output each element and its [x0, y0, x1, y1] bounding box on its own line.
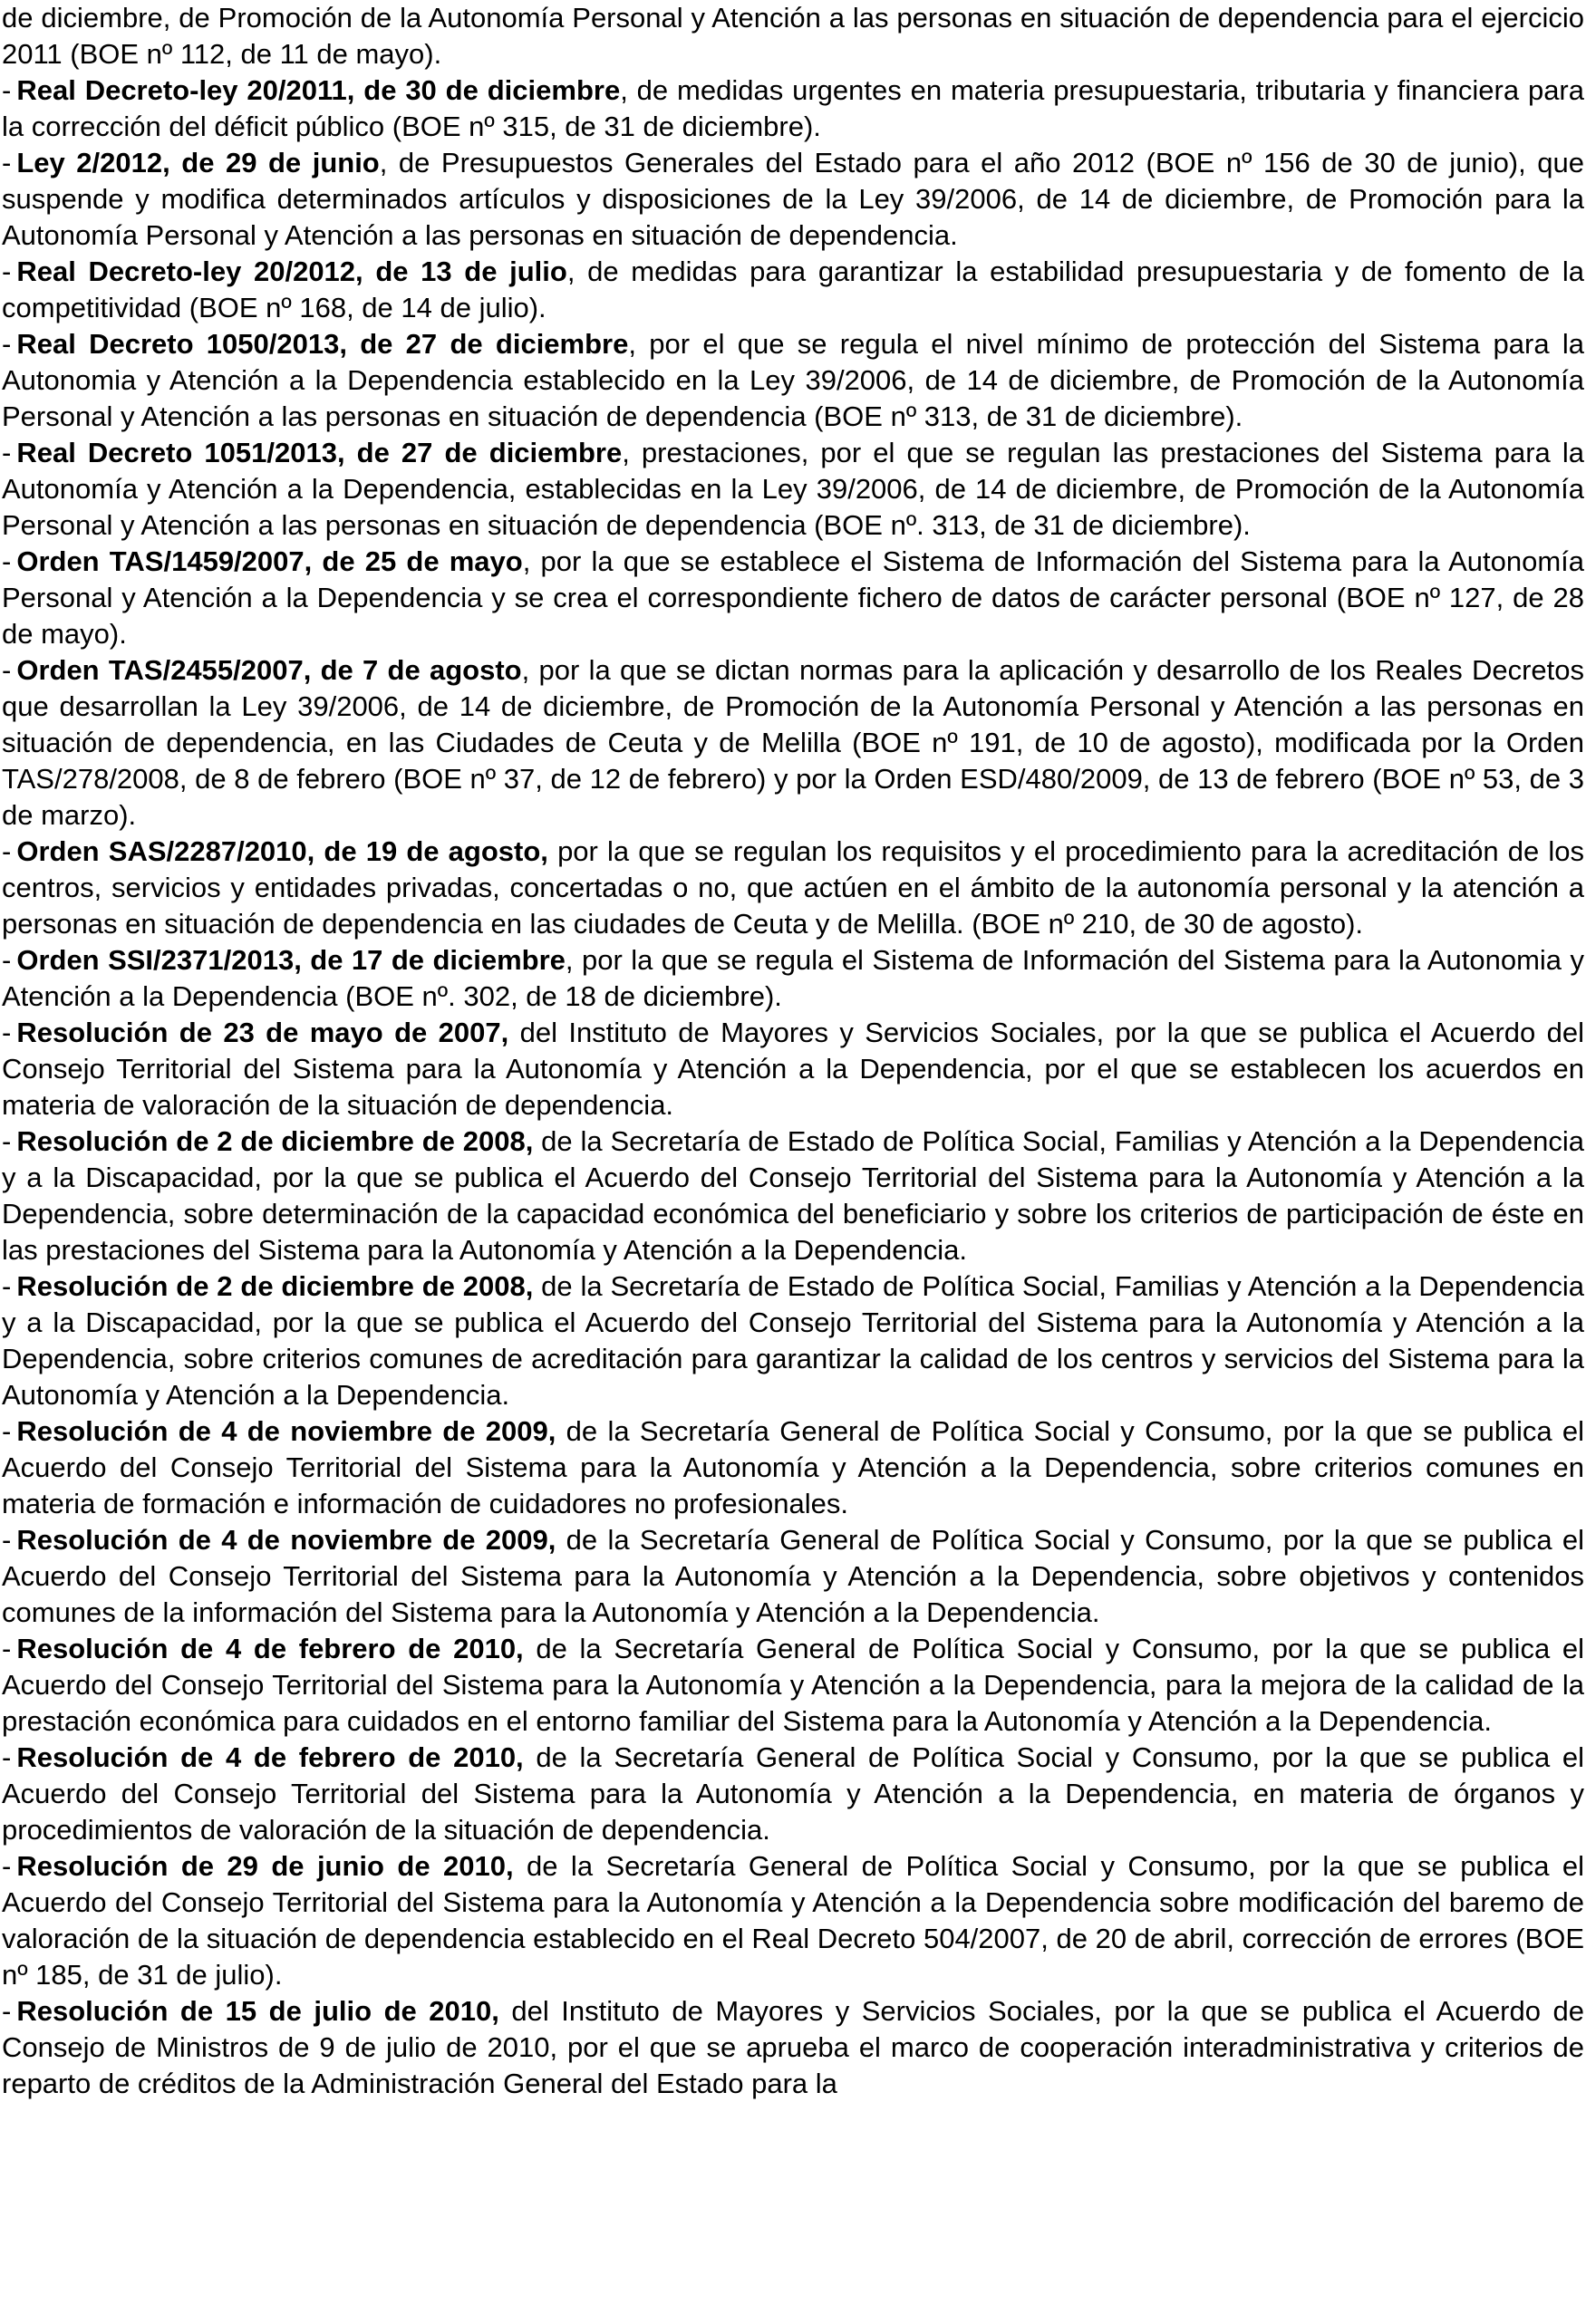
list-item	[2, 544, 1584, 652]
list-dash: -	[2, 1850, 12, 1882]
list-dash: -	[2, 835, 12, 867]
list-item	[2, 435, 1584, 544]
list-item	[2, 834, 1584, 942]
list-item	[2, 72, 1584, 145]
list-item	[2, 1268, 1584, 1413]
paragraph-text: , por la que se dictan normas para la aplicación y desarrollo de los Reales Decretos que desarrollan la Ley 39/2006, de 14 de diciembre, de Promoción de la Autonomía Personal y Atención a las personas en situación de dependencia, en las Ciudades de Ceuta y de Melilla (BOE nº 191, de 10 de agosto), modificada por la Orden TAS/278/2008, de 8 de febrero (BOE nº 37, de 12 de febrero) y por la Orden ESD/480/2009, de 13 de febrero (BOE nº 53, de 3 de marzo).	[2, 654, 1585, 831]
paragraph-text: , prestaciones, por el que se regulan las prestaciones del Sistema para la Autonomía y Atención a la Dependencia, establecidas en la Ley 39/2006, de 14 de diciembre, de Promoción de la Autonomía Personal y Atención a las personas en situación de dependencia (BOE nº. 313, de 31 de diciembre).	[2, 437, 1585, 541]
list-dash: -	[2, 1995, 12, 2027]
list-dash: -	[2, 1270, 12, 1302]
paragraph-heading: Orden TAS/1459/2007, de 25 de mayo	[16, 545, 523, 577]
list-dash: -	[2, 74, 12, 106]
list-item	[2, 1631, 1584, 1740]
list-dash: -	[2, 1633, 12, 1664]
paragraph-continuation	[2, 0, 1584, 72]
list-dash: -	[2, 437, 12, 468]
paragraph-text: de la Secretaría General de Política Social y Consumo, por la que se publica el Acuerdo del Consejo Territorial del Sistema para la Autonomía y Atención a la Dependencia, sobre criterios comunes en materia de formación e información de cuidadores no profesionales.	[2, 1415, 1585, 1519]
paragraph-heading: Resolución de 4 de noviembre de 2009,	[16, 1524, 556, 1556]
paragraph-text: de la Secretaría de Estado de Política Social, Familias y Atención a la Dependencia y a la Discapacidad, por la que se publica el Acuerdo del Consejo Territorial del Sistema para la Autonomía y Atención a la Dependencia, sobre determinación de la capacidad económica del beneficiario y sobre los criterios de participación de éste en las prestaciones del Sistema para la Autonomía y Atención a la Dependencia.	[2, 1125, 1584, 1266]
list-dash: -	[2, 654, 12, 686]
paragraph-text: de diciembre, de Promoción de la Autonomía Personal y Atención a las personas en situación de dependencia para el ejercicio 2011 (BOE nº 112, de 11 de mayo).	[2, 2, 1584, 70]
paragraph-text: por la que se regulan los requisitos y el procedimiento para la acreditación de los centros, servicios y entidades privadas, concertadas o no, que actúen en el ámbito de la autonomía personal y la atención a personas en situación de dependencia en las ciudades de Ceuta y de Melilla. (BOE nº 210, de 30 de agosto).	[2, 835, 1585, 940]
list-dash: -	[2, 147, 12, 178]
list-dash: -	[2, 1741, 12, 1773]
list-item	[2, 942, 1584, 1015]
paragraph-text: de la Secretaría General de Política Social y Consumo, por la que se publica el Acuerdo del Consejo Territorial del Sistema para la Autonomía y Atención a la Dependencia, sobre objetivos y contenidos comunes de la información del Sistema para la Autonomía y Atención a la Dependencia.	[2, 1524, 1585, 1628]
paragraph-heading: Real Decreto 1050/2013, de 27 de diciembre	[16, 328, 629, 360]
list-item	[2, 1522, 1584, 1631]
list-dash: -	[2, 1524, 12, 1556]
list-item	[2, 1740, 1584, 1848]
paragraph-text: de la Secretaría de Estado de Política Social, Familias y Atención a la Dependencia y a la Discapacidad, por la que se publica el Acuerdo del Consejo Territorial del Sistema para la Autonomía y Atención a la Dependencia, sobre criterios comunes de acreditación para garantizar la calidad de los centros y servicios del Sistema para la Autonomía y Atención a la Dependencia.	[2, 1270, 1584, 1411]
paragraph-text: , de medidas para garantizar la estabilidad presupuestaria y de fomento de la competitividad (BOE nº 168, de 14 de julio).	[2, 256, 1584, 323]
paragraph-text: , por el que se regula el nivel mínimo de protección del Sistema para la Autonomia y Atención a la Dependencia establecido en la Ley 39/2006, de 14 de diciembre, de Promoción de la Autonomía Personal y Atención a las personas en situación de dependencia (BOE nº 313, de 31 de diciembre).	[2, 328, 1584, 432]
paragraph-heading: Orden SSI/2371/2013, de 17 de diciembre	[16, 944, 566, 976]
list-dash: -	[2, 944, 12, 976]
paragraph-heading: Resolución de 15 de julio de 2010,	[16, 1995, 499, 2027]
list-dash: -	[2, 1125, 12, 1157]
paragraph-heading: Real Decreto-ley 20/2011, de 30 de diciembre	[16, 74, 621, 106]
paragraph-text: del Instituto de Mayores y Servicios Sociales, por la que se publica el Acuerdo de Consejo de Ministros de 9 de julio de 2010, por el que se aprueba el marco de cooperación interadministrativa y criterios de reparto de créditos de la Administración General del Estado para la	[2, 1995, 1584, 2099]
paragraph-heading: Resolución de 23 de mayo de 2007,	[16, 1017, 509, 1048]
list-dash: -	[2, 1017, 12, 1048]
list-item	[2, 254, 1584, 326]
list-dash: -	[2, 545, 12, 577]
list-dash: -	[2, 256, 12, 287]
list-item	[2, 326, 1584, 435]
list-dash: -	[2, 328, 12, 360]
paragraph-text: del Instituto de Mayores y Servicios Sociales, por la que se publica el Acuerdo del Consejo Territorial del Sistema para la Autonomía y Atención a la Dependencia, por el que se establecen los acuerdos en materia de valoración de la situación de dependencia.	[2, 1017, 1584, 1121]
paragraph-heading: Orden SAS/2287/2010, de 19 de agosto,	[16, 835, 548, 867]
list-item	[2, 145, 1584, 254]
paragraph-heading: Resolución de 4 de febrero de 2010,	[16, 1741, 524, 1773]
list-item	[2, 652, 1584, 834]
list-item	[2, 1993, 1584, 2102]
list-dash: -	[2, 1415, 12, 1447]
paragraph-heading: Real Decreto-ley 20/2012, de 13 de julio	[16, 256, 567, 287]
paragraph-heading: Resolución de 29 de junio de 2010,	[16, 1850, 514, 1882]
list-item	[2, 1413, 1584, 1522]
paragraph-heading: Resolución de 2 de diciembre de 2008,	[16, 1125, 534, 1157]
list-item	[2, 1123, 1584, 1268]
paragraph-text: , por la que se establece el Sistema de Información del Sistema para la Autonomía Personal y Atención a la Dependencia y se crea el correspondiente fichero de datos de carácter personal (BOE nº 127, de 28 de mayo).	[2, 545, 1584, 650]
list-item	[2, 1848, 1584, 1993]
paragraph-text: de la Secretaría General de Política Social y Consumo, por la que se publica el Acuerdo del Consejo Territorial del Sistema para la Autonomía y Atención a la Dependencia sobre modificación del baremo de valoración de la situación de dependencia establecido en el Real Decreto 504/2007, de 20 de abril, corrección de errores (BOE nº 185, de 31 de julio).	[2, 1850, 1584, 1991]
paragraph-heading: Resolución de 4 de noviembre de 2009,	[16, 1415, 556, 1447]
paragraph-heading: Resolución de 4 de febrero de 2010,	[16, 1633, 524, 1664]
paragraph-text: , por la que se regula el Sistema de Información del Sistema para la Autonomia y Atención a la Dependencia (BOE nº. 302, de 18 de diciembre).	[2, 944, 1584, 1012]
paragraph-text: de la Secretaría General de Política Social y Consumo, por la que se publica el Acuerdo del Consejo Territorial del Sistema para la Autonomía y Atención a la Dependencia, en materia de órganos y procedimientos de valoración de la situación de dependencia.	[2, 1741, 1584, 1846]
list-item	[2, 1015, 1584, 1123]
paragraph-heading: Orden TAS/2455/2007, de 7 de agosto	[16, 654, 522, 686]
paragraph-heading: Ley 2/2012, de 29 de junio	[16, 147, 380, 178]
paragraph-heading: Real Decreto 1051/2013, de 27 de diciembre	[16, 437, 623, 468]
paragraph-heading: Resolución de 2 de diciembre de 2008,	[16, 1270, 534, 1302]
paragraph-text: , de Presupuestos Generales del Estado para el año 2012 (BOE nº 156 de 30 de junio), que suspende y modifica determinados artículos y disposiciones de la Ley 39/2006, de 14 de diciembre, de Promoción para la Autonomía Personal y Atención a las personas en situación de dependencia.	[2, 147, 1585, 251]
paragraph-text: de la Secretaría General de Política Social y Consumo, por la que se publica el Acuerdo del Consejo Territorial del Sistema para la Autonomía y Atención a la Dependencia, para la mejora de la calidad de la prestación económica para cuidados en el entorno familiar del Sistema para la Autonomía y Atención a la Dependencia.	[2, 1633, 1584, 1737]
paragraph-text: , de medidas urgentes en materia presupuestaria, tributaria y financiera para la corrección del déficit público (BOE nº 315, de 31 de diciembre).	[2, 74, 1584, 142]
